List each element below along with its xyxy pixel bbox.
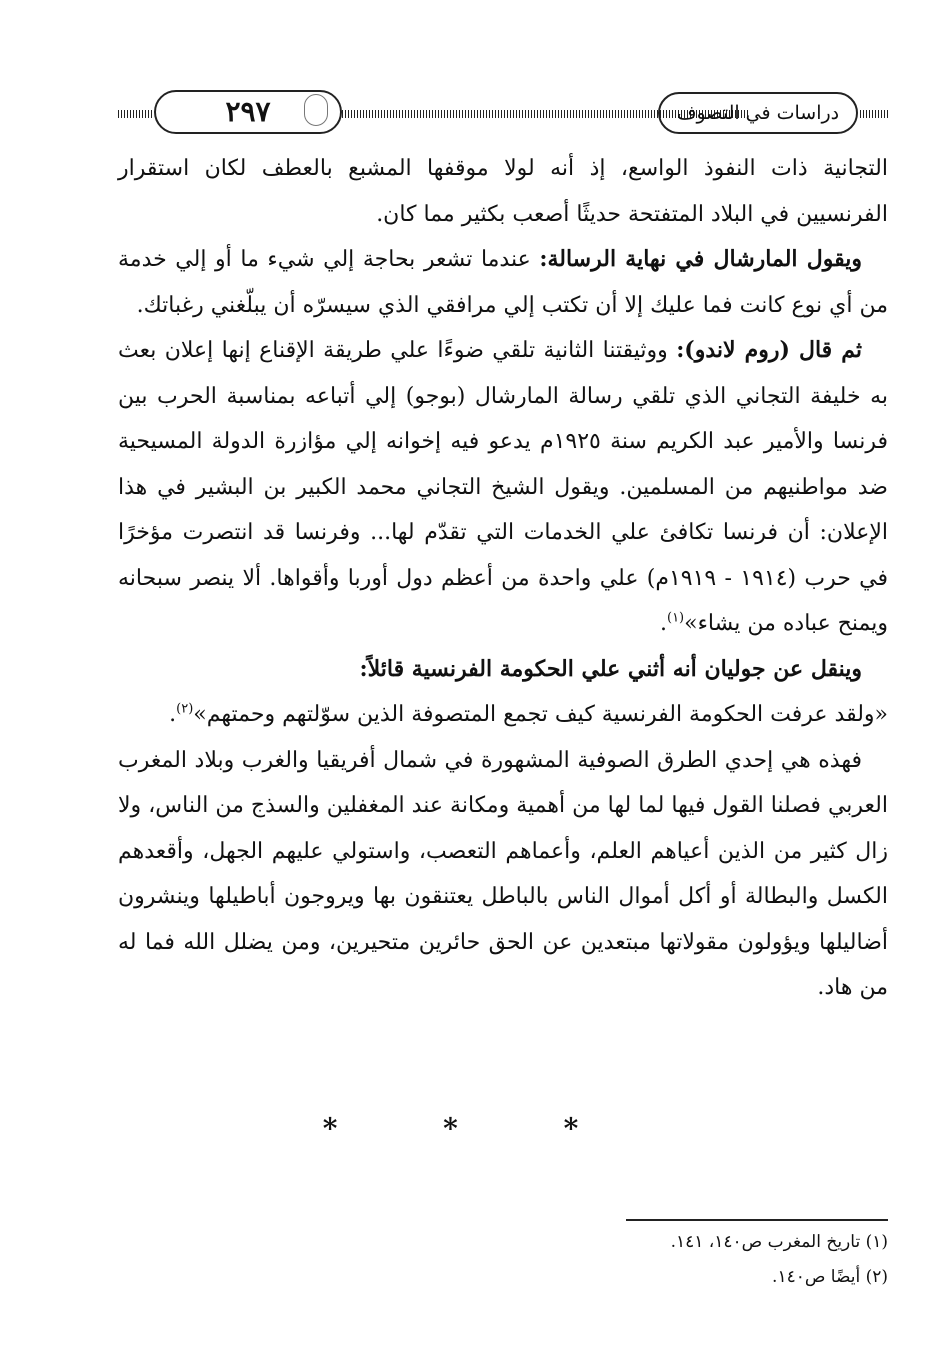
paragraph-text: ووثيقتنا الثانية تلقي ضوءًا علي طريقة الإقناع إنها إعلان بعث به خليفة التجاني الذي تلقي رسالة المارشال (بوجو) إلي أتباعه بمناسبة الحرب بين فرنسا والأمير عبد الكريم سنة ١٩٢٥م يدعو فيه إخوانه إلي مؤازرة الدولة المسيحية ضد مواطنيهم من المسلمين. ويقول الشيخ التجاني محمد الكبير بن البشير في هذا الإعلان: أن فرنسا تكافئ علي الخدمات التي تقدّم لها... وفرنسا قد انتصرت مؤخرًا في حرب (١٩١٤ - ١٩١٩م) علي واحدة من أعظم دول أوربا وأقواها. ألا ينصر سبحانه ويمنح عباده من يشاء» [118, 338, 889, 636]
paragraph-text: عندما تشعر بحاجة إلي شيء ما أو إلي خدمة من أي نوع كانت فما عليك إلا أن تكتب إلي مرافقي الذي سيسرّه أن يبلّغني رغباتك. [118, 247, 888, 318]
header-ornament-rule [860, 110, 888, 118]
paragraph: فهذه هي إحدي الطرق الصوفية المشهورة في شمال أفريقيا والغرب وبلاد المغرب العربي فصلنا القول فيها لما لها من أهمية ومكانة عند المغفلين والسذج من الناس، ولا زال كثير من الذين أعياهم العلم، وأعماهم التعصب، واستولي عليهم الجهل، وأقعدهم الكسل والبطالة أو أكل أموال الناس بالباطل يعتنقون بها ويروجون أباطيلها وينشرون أضاليلها ويؤولون مقولاتها مبتعدين عن الحق حائرين متحيرين، ومن يضلل الله فما له من هاد. [118, 747, 888, 1000]
footnotes [618, 1225, 888, 1295]
quote-text: «ولقد عرفت الحكومة الفرنسية كيف تجمع المتصوفة الذين سوّلتهم وحمتهم» [193, 702, 888, 727]
paragraph [118, 328, 888, 647]
main-text [118, 146, 888, 1011]
paragraph [118, 237, 888, 328]
footnote: (١) تاريخ المغرب ص١٤٠، ١٤١. [670, 1232, 888, 1252]
footnote-rule [626, 1219, 888, 1221]
text-line: التجانية ذات النفوذ الواسع، إذ أنه لولا موقفها المشبع بالعطف لكان استقرار [118, 156, 888, 181]
punctuation: . [659, 611, 667, 636]
page-number: ٢٩٧ [154, 90, 342, 134]
footnote-ref: (٢) [176, 701, 194, 717]
header-ornament-rule [118, 110, 154, 118]
footnote: (٢) أيضًا ص١٤٠. [772, 1267, 888, 1287]
paragraph [118, 146, 888, 237]
footnote-ref: (١) [666, 610, 685, 626]
running-header [118, 86, 888, 138]
quotation [118, 692, 888, 738]
section-separator: * * * [322, 1112, 627, 1145]
paragraph-lead: ثم قال (روم لاندو): [676, 337, 862, 363]
header-tab-ornament [304, 94, 328, 126]
punctuation: . [169, 702, 177, 727]
paragraph-heading: وينقل عن جوليان أنه أثني علي الحكومة الفرنسية قائلاً: [359, 655, 862, 682]
text-line: الفرنسيين في البلاد المتفتحة حديثًا أصعب بكثير مما كان. [376, 201, 888, 227]
book-title: دراسات في التصوف [658, 92, 858, 134]
paragraph-lead: ويقول المارشال في نهاية الرسالة: [539, 246, 862, 272]
